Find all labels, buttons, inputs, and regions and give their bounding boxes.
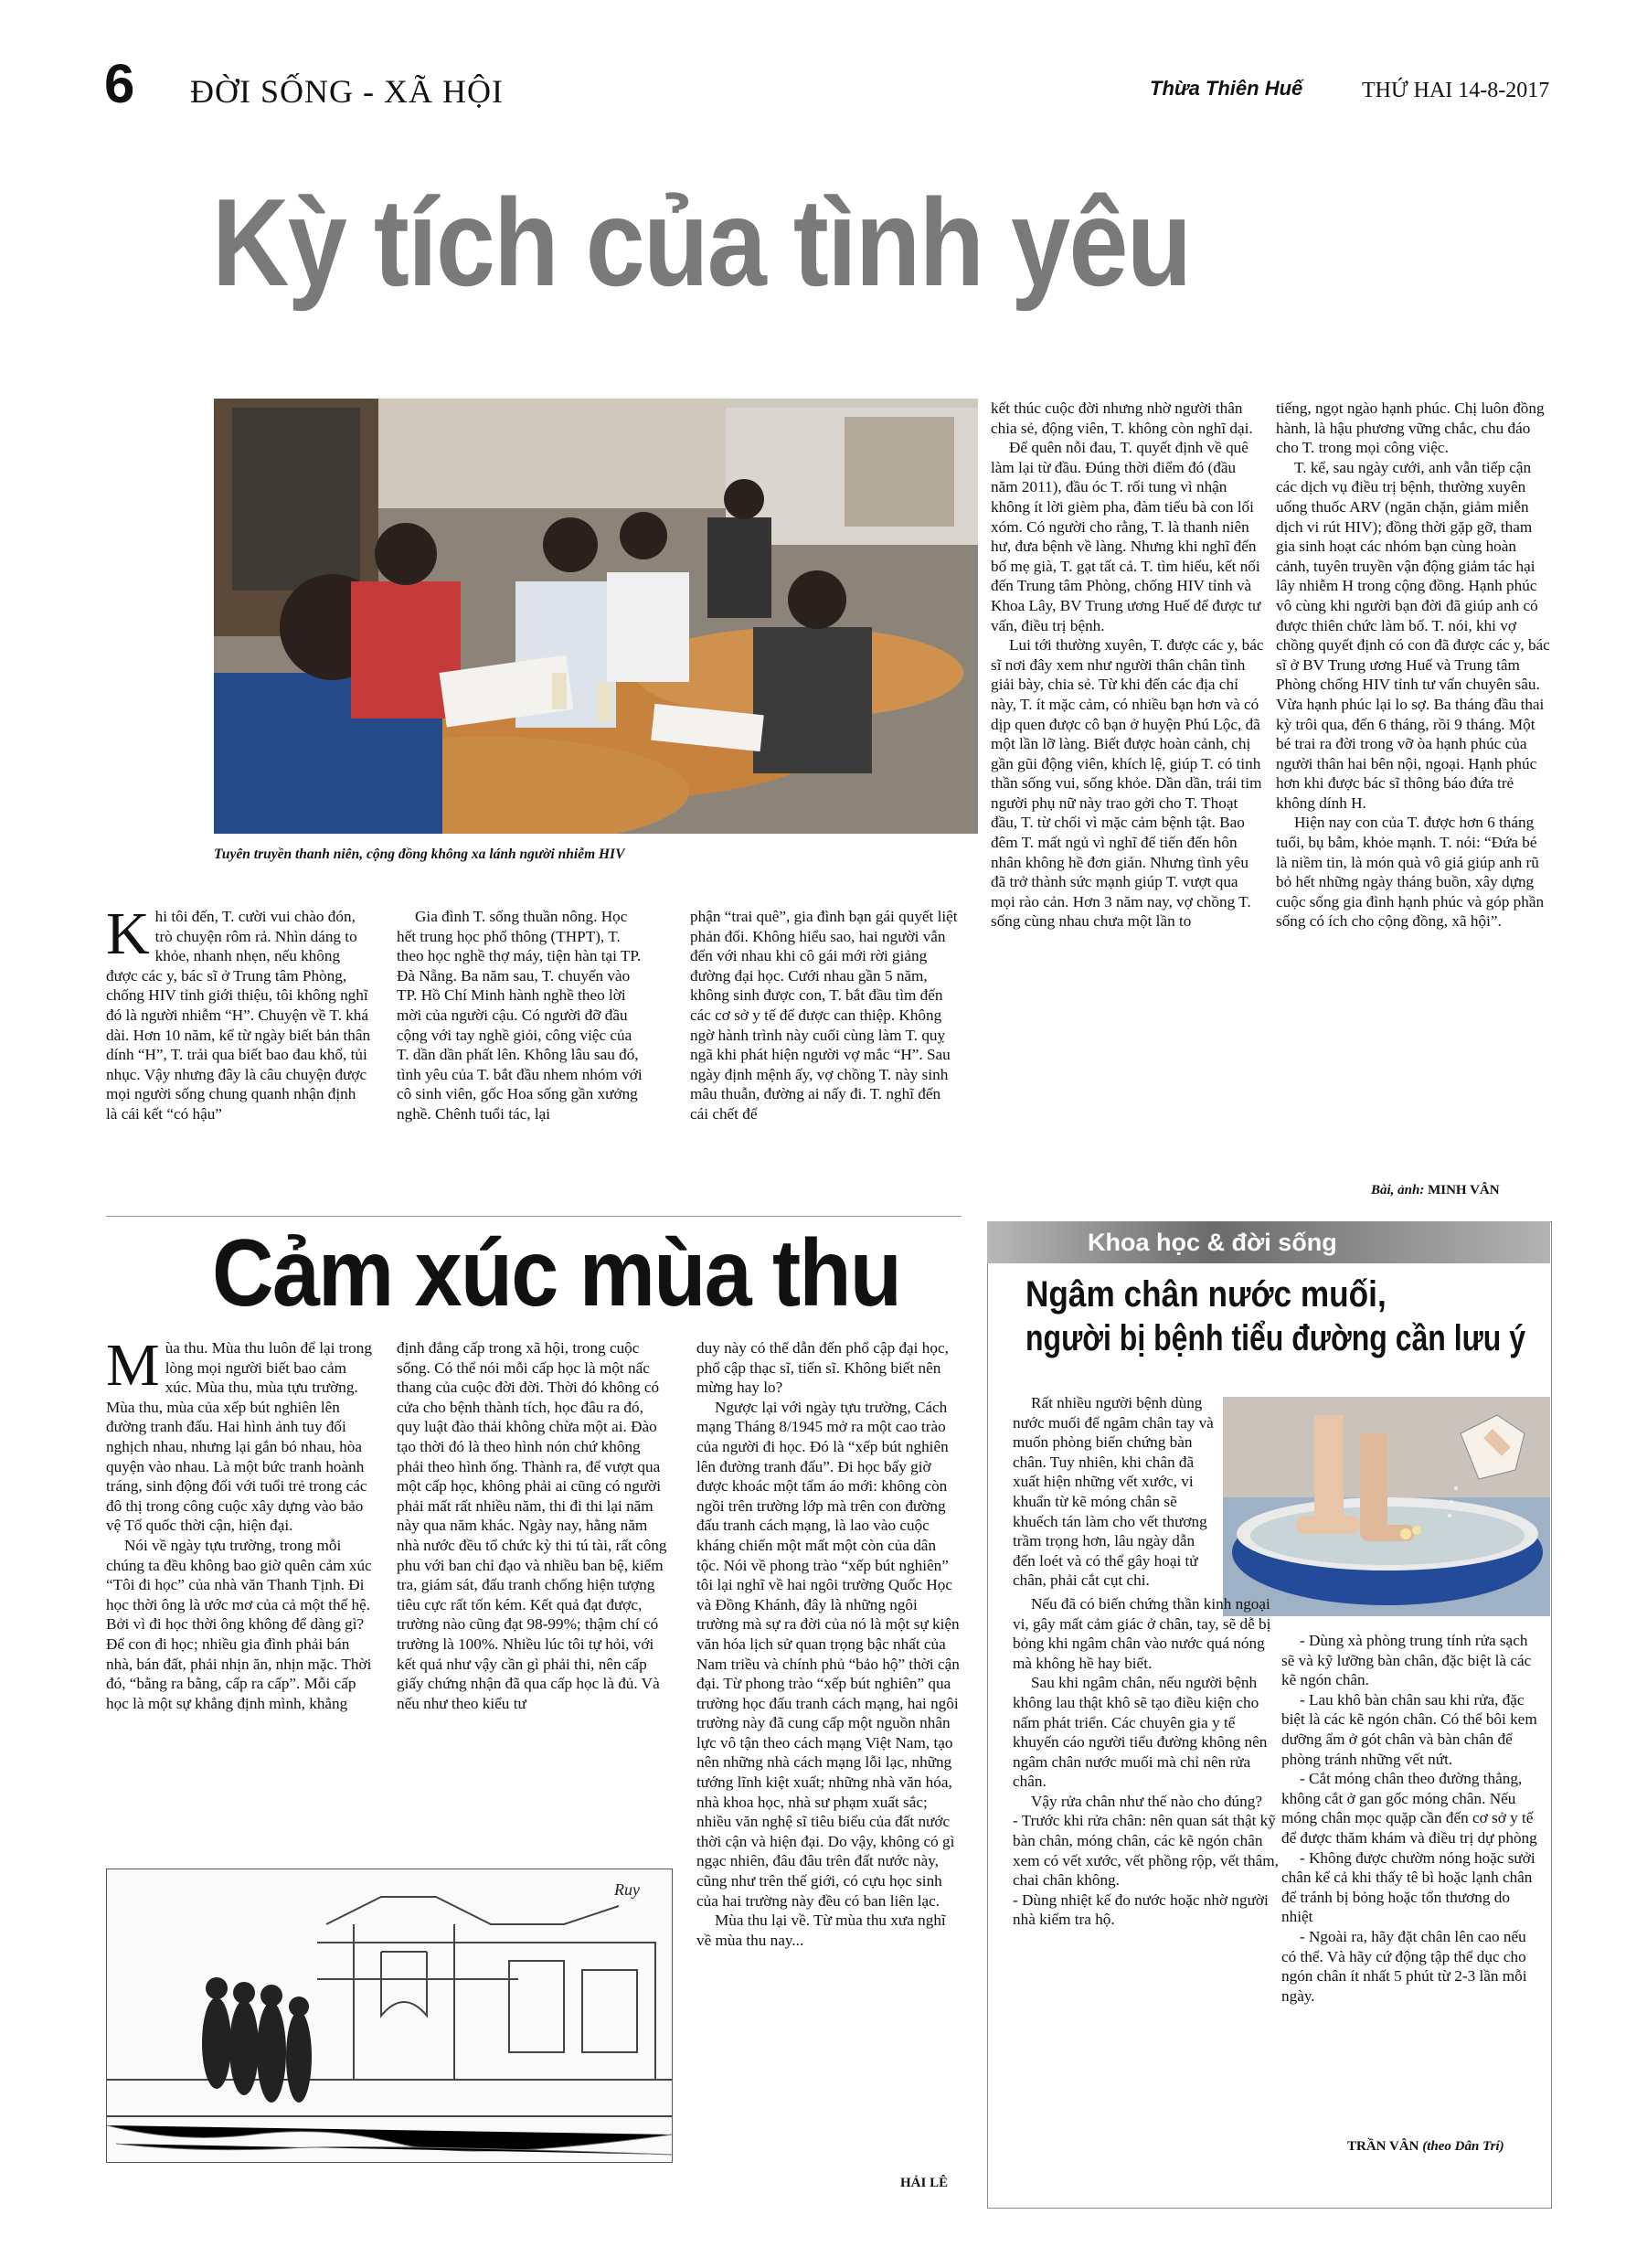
article3-paragraph: Vậy rửa chân như thế nào cho đúng? [1031,1792,1262,1810]
article1-col-5 [1276,399,1550,932]
article2-col-3 [696,1338,962,1950]
section-title: ĐỜI SỐNG - XÃ HỘI [190,73,504,110]
article2-col-1 [106,1332,377,1713]
article1-paragraph: Hiện nay con của T. được hơn 6 tháng tuổi, bụ bẫm, khỏe mạnh. T. nói: “Đứa bé là niềm tin, là món quà vô giá giúp anh rũ bỏ hết những ngày tháng buồn, xây dựng cuộc sống gia đình hạnh phúc và góp phần sống có ích cho cộng đồng, xã hội”. [1276,814,1545,931]
article2-paragraph: định đẳng cấp trong xã hội, trong cuộc sống. Có thể nói mỗi cấp học là một nấc thang của cuộc đời đời. Thời đó không có cửa cho bệnh thành tích, học đâu ra đó, quy luật đào thải không chừa một ai. Đào tạo thời đó là theo hình nón chứ không phải theo hình ống. Thành ra, để vượt qua một cấp học, không phải ai cũng có người phải mất rất nhiều năm, thi đi thi lại năm này qua năm khác. Ngày nay, hằng năm nhà nước đều tổ chức kỳ thi tú tài, rất công phu với ban chỉ đạo và nhiều ban bệ, kiểm tra, giám sát, đấu tranh chống hiện tượng tiêu cực rất tốn kém. Kết quả đạt được, trường nào cũng đạt 98-99%; thậm chí có trường là 100%. Nhiều lúc tôi tự hỏi, với kết quả như vậy cần gì phải thi, nên cấp giấy chứng nhận đã qua cấp học là đủ. Và nếu như theo kiểu tư [397,1339,667,1712]
article3-headline-line1: Ngâm chân nước muối, [1025,1274,1387,1315]
article1-col-2 [397,907,643,1124]
article2-col-2 [397,1338,667,1713]
article1-col-1 [106,900,371,1124]
article3-byline-name: TRẦN VÂN [1347,2139,1419,2154]
article1-paragraph: T. kể, sau ngày cưới, anh vẫn tiếp cận các dịch vụ điều trị bệnh, thường xuyên uống thuốc ARV (ngăn chặn, giảm miễn dịch vi rút HIV); đồng thời gặp gỡ, tham gia sinh hoạt các nhóm bạn cùng hoàn cảnh, tuyên truyền vận động giảm tác hại lây nhiễm H trong cộng đồng. Hạnh phúc vô cùng khi người bạn đời đã giúp anh có được thiên chức làm bố. T. nói, khi vợ chồng quyết định có con đã được các y, bác sĩ ở BV Trung ương Huế và Trung tâm Phòng chống HIV tỉnh tư vấn chuyên sâu. Vừa hạnh phúc lại lo sợ. Ba tháng đầu thai kỳ trôi qua, đến 6 tháng, rồi 9 tháng. Một bé trai ra đời trong vỡ òa hạnh phúc của người thân hai bên nội, ngoại. Hạnh phúc hơn khi được bác sĩ thông báo đứa trẻ không dính H. [1276,458,1550,812]
article3-byline [1347,2139,1504,2155]
article1-paragraph: phận “trai quê”, gia đình bạn gái quyết liệt phản đối. Không hiểu sao, hai người vẫn đến với nhau khi cô gái mới rời giảng đường đại học. Cưới nhau gần 5 năm, không sinh được con, T. bắt đầu tìm đến các cơ sở y tế để được can thiệp. Không ngờ hành trình này cuối cùng làm T. quỵ ngã khi phát hiện người vợ mắc “H”. Sau ngày định mệnh ấy, vợ chồng T. này sinh mâu thuẫn, đường ai nấy đi. T. nghĩ đến cái chết để [690,908,958,1123]
article3-byline-source: (theo Dân Trí) [1422,2139,1504,2154]
article1-paragraph: Gia đình T. sống thuần nông. Học hết trung học phổ thông (THPT), T. theo học nghề thợ máy, tiện hàn tại TP. Đà Nẵng. Ba năm sau, T. chuyển vào TP. Hồ Chí Minh hành nghề theo lời mời của người cậu. Có người đỡ đầu cộng với tay nghề giỏi, công việc của T. dần dần phất lên. Không lâu sau đó, tình yêu của T. bắt đầu nhem nhóm với cô sinh viên, gốc Hoa sống gần xưởng nghề. Chênh tuổi tác, lại [397,908,643,1123]
article3-col-2 [1281,1631,1541,2006]
article1-photo [214,399,978,834]
article3-col-1 [1013,1393,1214,1591]
sketch-signature [613,1880,640,1899]
article1-paragraph: hi tôi đến, T. cười vui chào đón, trò chuyện rôm rả. Nhìn dáng to khỏe, nhanh nhẹn, nếu không được các y, bác sĩ ở Trung tâm Phòng, chống HIV tỉnh giới thiệu, tôi không nghĩ đó là người nhiễm “H”. Chuyện về T. khá dài. Hơn 10 năm, kể từ ngày biết bản thân dính “H”, T. trải qua biết bao đau khổ, tủi nhục. Vậy nhưng đây là câu chuyện được mọi người sống chung quanh nhận định là cái kết “có hậu” [106,908,371,1123]
article2-headline: Cảm xúc mùa thu [212,1220,901,1326]
article1-byline [1371,1183,1500,1198]
article2-paragraph: ùa thu. Mùa thu luôn để lại trong lòng mọi người biết bao cảm xúc. Mùa thu, mùa tựu trường. Mùa thu, mùa của xếp bút nghiên lên đường tranh đấu. Hai hình ảnh tuy đối nghịch nhau, nhưng lại gắn bó nhau, hòa quyện vào nhau. Là một bức tranh hoành tráng, sinh động đối với tuổi trẻ trong các đô thị trong công cuộc xây dựng vào bảo vệ Tổ quốc thời cận, hiện đại. [106,1339,372,1535]
article2-paragraph: Ngược lại với ngày tựu trường, Cách mạng Tháng 8/1945 mở ra một cao trào của người đi học. Đó là “xếp bút nghiên lên đường tranh đấu”. Đi học bấy giờ được khoác một tấm áo mới: không còn ngồi trên trường lớp mà trên con đường đấu tranh cách mạng, là lao vào cuộc kháng chiến một mất một còn của dân tộc. Nói về phong trào “xếp bút nghiên” tôi lại nghĩ về hai ngôi trường Quốc Học và Đồng Khánh, đây là những ngôi trường mà sự ra đời của nó là một sự kiện văn hóa lịch sử quan trọng bậc nhất của Nam triều và chính phủ “bảo hộ” thời cận đại. Từ phong trào “xếp bút nghiên” qua trường học đấu tranh cách mạng, hai ngôi trường này đã cung cấp một nguồn nhân lực vô tận theo cách mạng Việt Nam, tạo nên những nhà cách mạng lỗi lạc, những tướng lĩnh kiệt xuất; những nhà văn hóa, nhà khoa học, nhà sư phạm xuất sắc; nhiều văn nghệ sĩ tiêu biểu của đất nước thời cận và hiện đại. Do vậy, không có gì ngạc nhiên, đâu đâu trên đất nước này, cũng như trên thế giới, có cựu học sinh của hai trường này đều có ban liên lạc. [696,1398,960,1910]
paper-name: Thừa Thiên Huế [1150,77,1303,100]
article3-paragraph: - Không được chườm nóng hoặc sưởi chân kể cả khi thấy tê bì hoặc lạnh chân để tránh bị bỏng hoặc tổn thương do nhiệt [1281,1848,1535,1926]
article1-col-3 [690,907,961,1124]
article3-paragraph: Rất nhiều người bệnh dùng nước muối để ngâm chân tay và muốn phòng biến chứng bàn chân. Tuy nhiên, khi chân đã xuất hiện những vết xước, vi khuẩn từ kẽ móng chân sẽ khuếch tán làm cho vết thương trầm trọng hơn, lâu ngày dẫn đến loét và có thể gây hoại tử chân, phải cắt cụt chi. [1013,1394,1214,1590]
article2-paragraph: duy này có thể dẫn đến phổ cập đại học, phổ cập thạc sĩ, tiến sĩ. Không biết nên mừng hay lo? [696,1339,949,1397]
article1-paragraph: Lui tới thường xuyên, T. được các y, bác sĩ nơi đây xem như người thân chân tình giải bày, chia sẻ. Từ khi đến các địa chỉ này, T. ít mặc cảm, có nhiều bạn hơn và có dịp quen được cô bạn ở huyện Phú Lộc, đã một lần lỡ làng. Biết được hoàn cảnh, chị gần gũi động viên, khích lệ, giúp T. có tinh thần sống vui, sống khỏe. Dần dần, trái tim người phụ nữ này trao gởi cho T. Thoạt đầu, T. từ chối vì mặc cảm bệnh tật. Bao đêm T. mất ngủ vì nghĩ để tiến đến hôn nhân không hề đơn giản. Nhưng tình yêu đã trở thành sức mạnh giúp T. vượt qua mọi rào cản. Hơn 3 năm nay, vợ chồng T. sống cùng nhau chưa một lần to [991,636,1264,931]
page-number: 6 [104,53,135,114]
article1-paragraph: tiếng, ngọt ngào hạnh phúc. Chị luôn đồng hành, là hậu phương vững chắc, chu đáo cho T. trong mọi công việc. [1276,399,1545,457]
article2-byline: HẢI LÊ [900,2176,949,2190]
article3-photo [1223,1397,1550,1616]
article1-photo-caption: Tuyên truyền thanh niên, cộng đồng không xa lánh người nhiễm HIV [214,847,625,862]
article3-col-1-body [1013,1594,1283,1930]
article1-paragraph: kết thúc cuộc đời nhưng nhờ người thân chia sẻ, động viên, T. không còn nghĩ dại. [991,399,1253,437]
article2-sketch [106,1869,673,2163]
section-divider [106,1216,962,1217]
article2-paragraph: Mùa thu lại về. Từ mùa thu xưa nghĩ về mùa thu nay... [696,1911,946,1949]
article1-col-4 [991,399,1265,932]
article1-byline-prefix: Bài, ảnh: [1371,1183,1425,1198]
issue-date: THỨ HAI 14-8-2017 [1362,79,1550,102]
article2-paragraph: Nói về ngày tựu trường, trong mỗi chúng ta đều không bao giờ quên cảm xúc “Tôi đi học” của nhà văn Thanh Tịnh. Đi học thời ông là ước mơ của cả một thế hệ. Bởi vì đi học thời ông không để dàng gì? Để con đi học; nhiều gia đình phải bán nhà, bán đất, phải nhịn ăn, nhịn mặc. Thời đó, “bằng ra bằng, cấp ra cấp”. Mỗi cấp học là một sự khẳng định mình, khẳng [106,1536,372,1712]
article1-paragraph: Để quên nỗi đau, T. quyết định về quê làm lại từ đầu. Đúng thời điểm đó (đầu năm 2011), đầu óc T. rối tung vì nhận không ít lời gièm pha, đàm tiếu bà con lối xóm. Có người cho rằng, T. là thanh niên hư, đưa bệnh về làng. Nhưng khi nghĩ đến bố mẹ già, T. gạt tất cả. T. tìm hiểu, kết nối đến Trung tâm Phòng, chống HIV tỉnh và Khoa Lây, BV Trung ương Huế để được tư vấn, điều trị bệnh. [991,439,1261,634]
article1-byline-name: MINH VÂN [1428,1183,1500,1198]
article1-dropcap: K [106,900,150,967]
article3-paragraph: Nếu đã có biến chứng thần kinh ngoại vi, gây mất cảm giác ở chân, tay, sẽ dễ bị bỏng khi ngâm chân vào nước quá nóng mà không hề hay biết. [1013,1594,1271,1672]
article3-headline-line2: người bị bệnh tiểu đường cần lưu ý [1025,1318,1526,1358]
article3-paragraph: - Ngoài ra, hãy đặt chân lên cao nếu có thể. Và hãy cứ động tập thể dục cho ngón chân ít nhất 5 phút từ 2-3 lần mỗi ngày. [1281,1927,1527,2005]
article2-dropcap: M [106,1332,160,1399]
article3-paragraph: - Lau khô bàn chân sau khi rửa, đặc biệt là các kẽ ngón chân. Có thể bôi kem dưỡng ẩm ở gót chân và bàn chân để phòng tránh những vết nứt. [1281,1690,1537,1768]
article1-headline: Kỳ tích của tình yêu [212,173,1191,312]
article3-paragraph: - Trước khi rửa chân: nên quan sát thật kỹ bàn chân, móng chân, các kẽ ngón chân xem có vết xước, vết phồng rộp, vết thâm, chai chân không. [1013,1812,1279,1890]
article3-paragraph: - Dùng xà phòng trung tính rửa sạch sẽ và kỹ lưỡng bàn chân, đặc biệt là các kẽ ngón chân. [1281,1632,1532,1689]
svg-text:Ruy: Ruy [614,1880,640,1899]
article3-paragraph: Sau khi ngâm chân, nếu người bệnh không lau thật khô sẽ tạo điều kiện cho nấm phát triển. Các chuyên gia y tế khuyến cáo người tiểu đường không nên ngâm chân nước muối mà chỉ nên rửa chân. [1013,1674,1268,1791]
article3-paragraph: - Cắt móng chân theo đường thẳng, không cắt ở gan gốc móng chân. Nếu móng chân mọc quặp cần đến cơ sở y tế để được thăm khám và điều trị dự phòng [1281,1770,1537,1847]
article3-paragraph: - Dùng nhiệt kế đo nước hoặc nhờ người nhà kiểm tra hộ. [1013,1890,1269,1929]
article3-section-tag-label: Khoa học & đời sống [1088,1229,1337,1256]
